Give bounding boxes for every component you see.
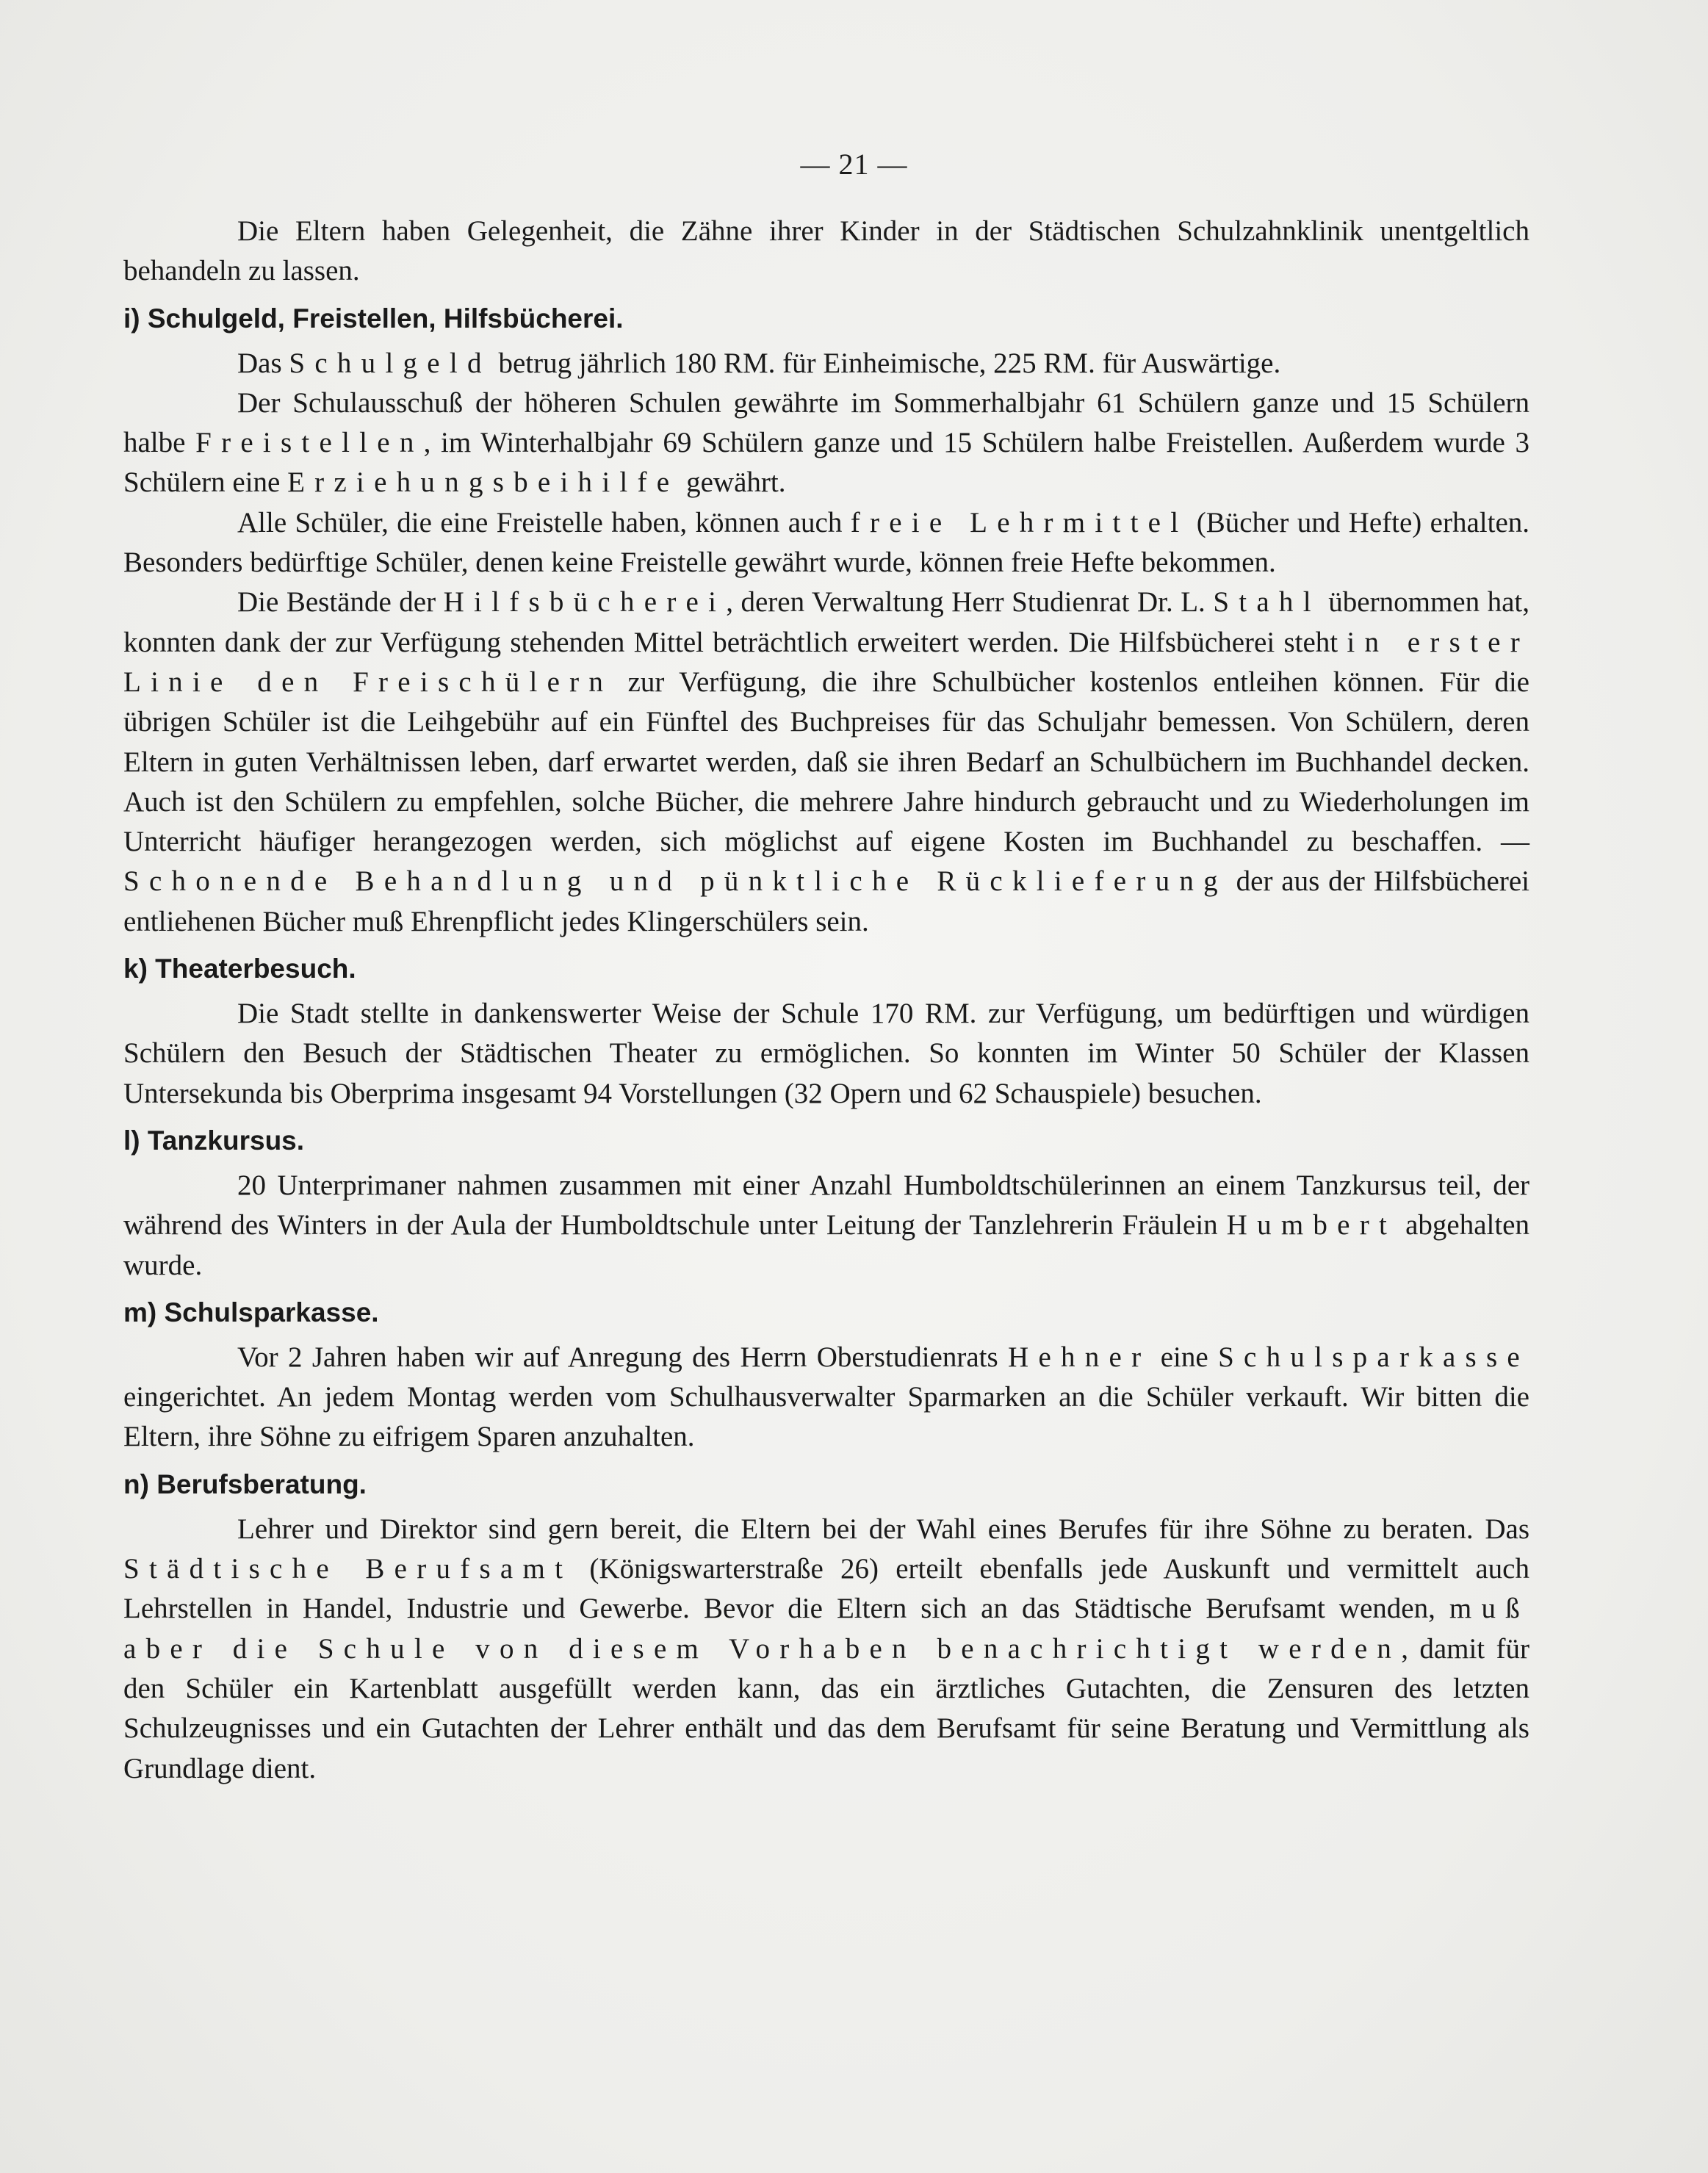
paragraph-schulsparkasse: Vor 2 Jahren haben wir auf Anregung des Herrn Oberstudienrats Hehner eine Schulsparkasse eingerichtet. An jedem Montag werden vom Schulhausverwalter Sparmarken an die Schüler verkauft. Wir bitten die Eltern, ihre Söhne zu eifrigem Sparen anzuhalten. [123,1341,1529,1453]
paragraph-lehrmittel: Alle Schüler, die eine Freistelle haben, können auch freie Lehrmittel (Bücher und Hefte) erhalten. Besonders bedürftige Schüler, denen keine Freistelle gewährt wurde, können freie Hefte bekommen. [123,506,1529,579]
intro-paragraph: Die Eltern haben Gelegenheit, die Zähne ihrer Kinder in der Städtischen Schulzahnklinik unentgeltlich behandeln zu lassen. [123,215,1529,287]
paragraph-freistellen: Der Schulausschuß der höheren Schulen gewährte im Sommerhalbjahr 61 Schülern ganze und 15 Schülern halbe Freistellen, im Winterhalbjahr 69 Schülern ganze und 15 Schülern halbe Freistellen. Außerdem wurde 3 Schülern eine Erziehungsbeihilfe gewährt. [123,386,1529,499]
paragraph-tanzkursus: 20 Unterprimaner nahmen zusammen mit einer Anzahl Humboldtschülerinnen an einem Tanzkursus teil, der während des Winters in der Aula der Humboldtschule unter Leitung der Tanzlehrerin Fräulein Humbert abgehalten wurde. [123,1169,1529,1281]
page-number: — 21 — [800,148,908,181]
page-body [123,212,1529,1789]
heading-berufsberatung: n) Berufsberatung. [123,1469,367,1499]
paragraph-hilfsbuecherei: Die Bestände der Hilfsbücherei, deren Verwaltung Herr Studienrat Dr. L. Stahl übernommen hat, konnten dank der zur Verfügung stehenden Mittel beträchtlich erweitert werden. Die Hilfsbücherei steht in erster Linie den Freischülern zur Verfügung, die ihre Schulbücher kostenlos entleihen können. Für die übrigen Schüler ist die Leihgebühr auf ein Fünftel des Buchpreises für das Schuljahr bemessen. Von Schülern, deren Eltern in guten Verhältnissen leben, darf erwartet werden, daß sie ihren Bedarf an Schulbüchern im Buchhandel decken. Auch ist den Schülern zu empfehlen, solche Bücher, die mehrere Jahre hindurch gebraucht und zu Wiederholungen im Unterricht häufiger herangezogen werden, sich möglichst auf eigene Kosten im Buchhandel zu beschaffen. — Schonende Behandlung und pünktliche Rücklieferung der aus der Hilfsbücherei entliehenen Bücher muß Ehrenpflicht jedes Klingerschülers sein. [123,586,1529,937]
paragraph-schulgeld: Das Schulgeld betrug jährlich 180 RM. für Einheimische, 225 RM. für Auswärtige. [237,347,1281,379]
heading-theaterbesuch: k) Theaterbesuch. [123,954,356,984]
paragraph-berufsberatung: Lehrer und Direktor sind gern bereit, die Eltern bei der Wahl eines Berufes für ihre Söhne zu beraten. Das Städtische Berufsamt (Königswarterstraße 26) erteilt ebenfalls jede Auskunft und vermittelt auch Lehrstellen in Handel, Industrie und Gewerbe. Bevor die Eltern sich an das Städtische Berufsamt wenden, muß aber die Schule von diesem Vorhaben benachrichtigt werden, damit für den Schüler ein Kartenblatt ausgefüllt werden kann, das ein ärztliches Gutachten, die Zensuren des letzten Schulzeugnisses und ein Gutachten der Lehrer enthält und das dem Berufsamt für seine Beratung und Vermittlung als Grundlage dient. [123,1513,1529,1784]
heading-schulgeld: i) Schulgeld, Freistellen, Hilfsbücherei. [123,303,624,334]
paragraph-theaterbesuch: Die Stadt stellte in dankenswerter Weise der Schule 170 RM. zur Verfügung, um bedürftigen und würdigen Schülern den Besuch der Städtischen Theater zu ermöglichen. So konnten im Winter 50 Schüler der Klassen Untersekunda bis Oberprima insgesamt 94 Vorstellungen (32 Opern und 62 Schauspiele) besuchen. [123,998,1529,1109]
heading-tanzkursus: l) Tanzkursus. [123,1125,305,1156]
heading-schulsparkasse: m) Schulsparkasse. [123,1297,379,1327]
